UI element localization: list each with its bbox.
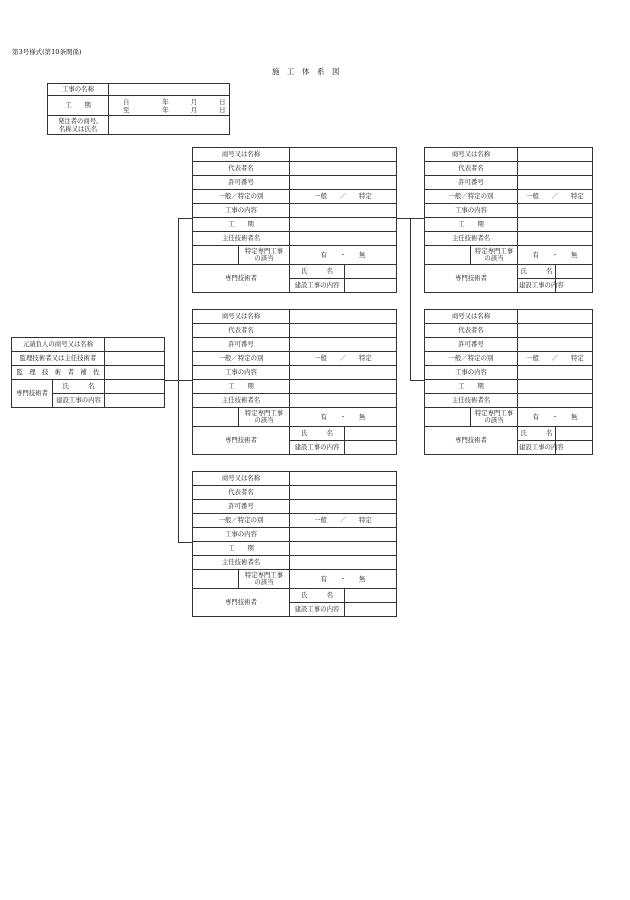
- subcontractor-table-5: [192, 471, 397, 617]
- period-label: 工 期: [425, 380, 518, 394]
- chief-value: [290, 232, 397, 246]
- project-name-label: 工事の名称: [48, 84, 109, 96]
- period-label: 工 期: [425, 218, 518, 232]
- person-label: 氏 名: [518, 265, 556, 279]
- work-label: 建設工事の内容: [290, 603, 345, 617]
- chief-value: [518, 232, 593, 246]
- type-value: 一般 ／ 特定: [290, 352, 397, 366]
- period-value: [290, 380, 397, 394]
- special-value: 有 ・ 無: [290, 246, 397, 265]
- special-label: 特定専門工事 の該当: [471, 408, 518, 427]
- special-label: 特定専門工事 の該当: [239, 408, 290, 427]
- type-value: 一般 ／ 特定: [290, 514, 397, 528]
- chief-value: [290, 556, 397, 570]
- connector-right-vertical: [410, 218, 411, 380]
- chief-label: 主任技術者名: [193, 394, 290, 408]
- connector-sub3: [178, 542, 192, 543]
- prime-supervisor-value: [105, 352, 165, 366]
- license-label: 許可番号: [193, 176, 290, 190]
- project-info-table: [47, 83, 230, 135]
- chief-label: 主任技術者名: [193, 232, 290, 246]
- period-value: [290, 218, 397, 232]
- company-label: 商号又は名称: [193, 310, 290, 324]
- special-spacer: [193, 570, 239, 589]
- special-value: 有 ・ 無: [290, 570, 397, 589]
- company-value: [518, 148, 593, 162]
- type-label: 一般／特定の別: [425, 352, 518, 366]
- person-value: [345, 589, 397, 603]
- license-value: [290, 176, 397, 190]
- company-label: 商号又は名称: [425, 148, 518, 162]
- chief-label: 主任技術者名: [193, 556, 290, 570]
- prime-assistant-value: [105, 366, 165, 380]
- license-value: [518, 176, 593, 190]
- content-label: 工事の内容: [193, 528, 290, 542]
- content-label: 工事の内容: [425, 204, 518, 218]
- client-name-value: [109, 116, 230, 135]
- project-name-value: [109, 84, 230, 96]
- page-title: 施 工 体 系 図: [272, 67, 340, 76]
- form-label: 第3号様式(第10条関係): [12, 48, 82, 56]
- person-value: [556, 427, 593, 441]
- prime-assistant-label: 監 理 技 術 者 補 佐: [12, 366, 105, 380]
- special-value: 有 ・ 無: [518, 246, 593, 265]
- work-value: [345, 603, 397, 617]
- work-label: 建設工事の内容: [290, 279, 345, 293]
- period-label: 工 期: [193, 218, 290, 232]
- rep-value: [290, 324, 397, 338]
- chief-label: 主任技術者名: [425, 394, 518, 408]
- content-value: [518, 204, 593, 218]
- content-value: [290, 528, 397, 542]
- company-value: [290, 310, 397, 324]
- work-label: 建設工事の内容: [518, 441, 556, 455]
- type-label: 一般／特定の別: [193, 190, 290, 204]
- type-value: 一般 ／ 特定: [518, 190, 593, 204]
- special-spacer: [425, 246, 471, 265]
- person-value: [345, 265, 397, 279]
- license-label: 許可番号: [425, 338, 518, 352]
- prime-work-label: 建設工事の内容: [53, 394, 105, 408]
- chief-value: [518, 394, 593, 408]
- work-value: [345, 441, 397, 455]
- company-value: [290, 148, 397, 162]
- subcontractor-table-4: [424, 309, 593, 455]
- license-label: 許可番号: [425, 176, 518, 190]
- type-label: 一般／特定の別: [193, 514, 290, 528]
- client-name-label: 発注者の商号, 名称又は氏名: [48, 116, 109, 135]
- subcontractor-table-2: [424, 147, 593, 293]
- connector-sub5: [410, 380, 424, 381]
- specialist-label: 専門技術者: [425, 427, 518, 455]
- content-value: [290, 366, 397, 380]
- subcontractor-table-1: [192, 147, 397, 293]
- rep-value: [518, 162, 593, 176]
- rep-label: 代表者名: [193, 324, 290, 338]
- period-label: 工 期: [193, 380, 290, 394]
- rep-label: 代表者名: [193, 162, 290, 176]
- prime-contractor-table: [11, 337, 165, 408]
- special-label: 特定専門工事 の該当: [471, 246, 518, 265]
- person-value: [345, 427, 397, 441]
- period-label: 工 期: [193, 542, 290, 556]
- company-label: 商号又は名称: [193, 472, 290, 486]
- chief-label: 主任技術者名: [425, 232, 518, 246]
- rep-label: 代表者名: [425, 162, 518, 176]
- person-label: 氏 名: [290, 427, 345, 441]
- specialist-label: 専門技術者: [193, 427, 290, 455]
- type-label: 一般／特定の別: [425, 190, 518, 204]
- special-spacer: [193, 408, 239, 427]
- person-label: 氏 名: [290, 589, 345, 603]
- connector-sub2: [178, 380, 192, 381]
- license-value: [290, 500, 397, 514]
- content-label: 工事の内容: [193, 366, 290, 380]
- content-label: 工事の内容: [193, 204, 290, 218]
- rep-value: [290, 162, 397, 176]
- rep-value: [518, 324, 593, 338]
- special-label: 特定専門工事 の該当: [239, 570, 290, 589]
- content-value: [518, 366, 593, 380]
- license-label: 許可番号: [193, 500, 290, 514]
- connector-sub1: [178, 218, 192, 219]
- rep-label: 代表者名: [425, 324, 518, 338]
- prime-supervisor-label: 監理技術者又は主任技術者: [12, 352, 105, 366]
- prime-person-value: [105, 380, 165, 394]
- specialist-label: 専門技術者: [193, 589, 290, 617]
- special-spacer: [193, 246, 239, 265]
- content-value: [290, 204, 397, 218]
- content-label: 工事の内容: [425, 366, 518, 380]
- specialist-label: 専門技術者: [193, 265, 290, 293]
- type-label: 一般／特定の別: [193, 352, 290, 366]
- company-label: 商号又は名称: [425, 310, 518, 324]
- special-value: 有 ・ 無: [290, 408, 397, 427]
- rep-value: [290, 486, 397, 500]
- connector-prime: [164, 380, 178, 381]
- project-period-label: 工 期: [48, 96, 109, 116]
- subcontractor-table-3: [192, 309, 397, 455]
- person-label: 氏 名: [290, 265, 345, 279]
- company-label: 商号又は名称: [193, 148, 290, 162]
- period-value: [518, 380, 593, 394]
- special-label: 特定専門工事 の該当: [239, 246, 290, 265]
- person-value: [556, 265, 593, 279]
- type-value: 一般 ／ 特定: [290, 190, 397, 204]
- work-label: 建設工事の内容: [290, 441, 345, 455]
- person-label: 氏 名: [518, 427, 556, 441]
- period-value: [290, 542, 397, 556]
- company-value: [290, 472, 397, 486]
- prime-person-label: 氏 名: [53, 380, 105, 394]
- special-value: 有 ・ 無: [518, 408, 593, 427]
- license-label: 許可番号: [193, 338, 290, 352]
- prime-name-label: 元請負人の商号又は名称: [12, 338, 105, 352]
- company-value: [518, 310, 593, 324]
- license-value: [290, 338, 397, 352]
- rep-label: 代表者名: [193, 486, 290, 500]
- special-spacer: [425, 408, 471, 427]
- chief-value: [290, 394, 397, 408]
- type-value: 一般 ／ 特定: [518, 352, 593, 366]
- prime-specialist-label: 専門技術者: [12, 380, 53, 408]
- prime-name-value: [105, 338, 165, 352]
- work-label: 建設工事の内容: [518, 279, 556, 293]
- prime-work-value: [105, 394, 165, 408]
- project-period-value: 自 年 月 日 至 年 月 日: [109, 96, 230, 116]
- period-value: [518, 218, 593, 232]
- license-value: [518, 338, 593, 352]
- work-value: [345, 279, 397, 293]
- specialist-label: 専門技術者: [425, 265, 518, 293]
